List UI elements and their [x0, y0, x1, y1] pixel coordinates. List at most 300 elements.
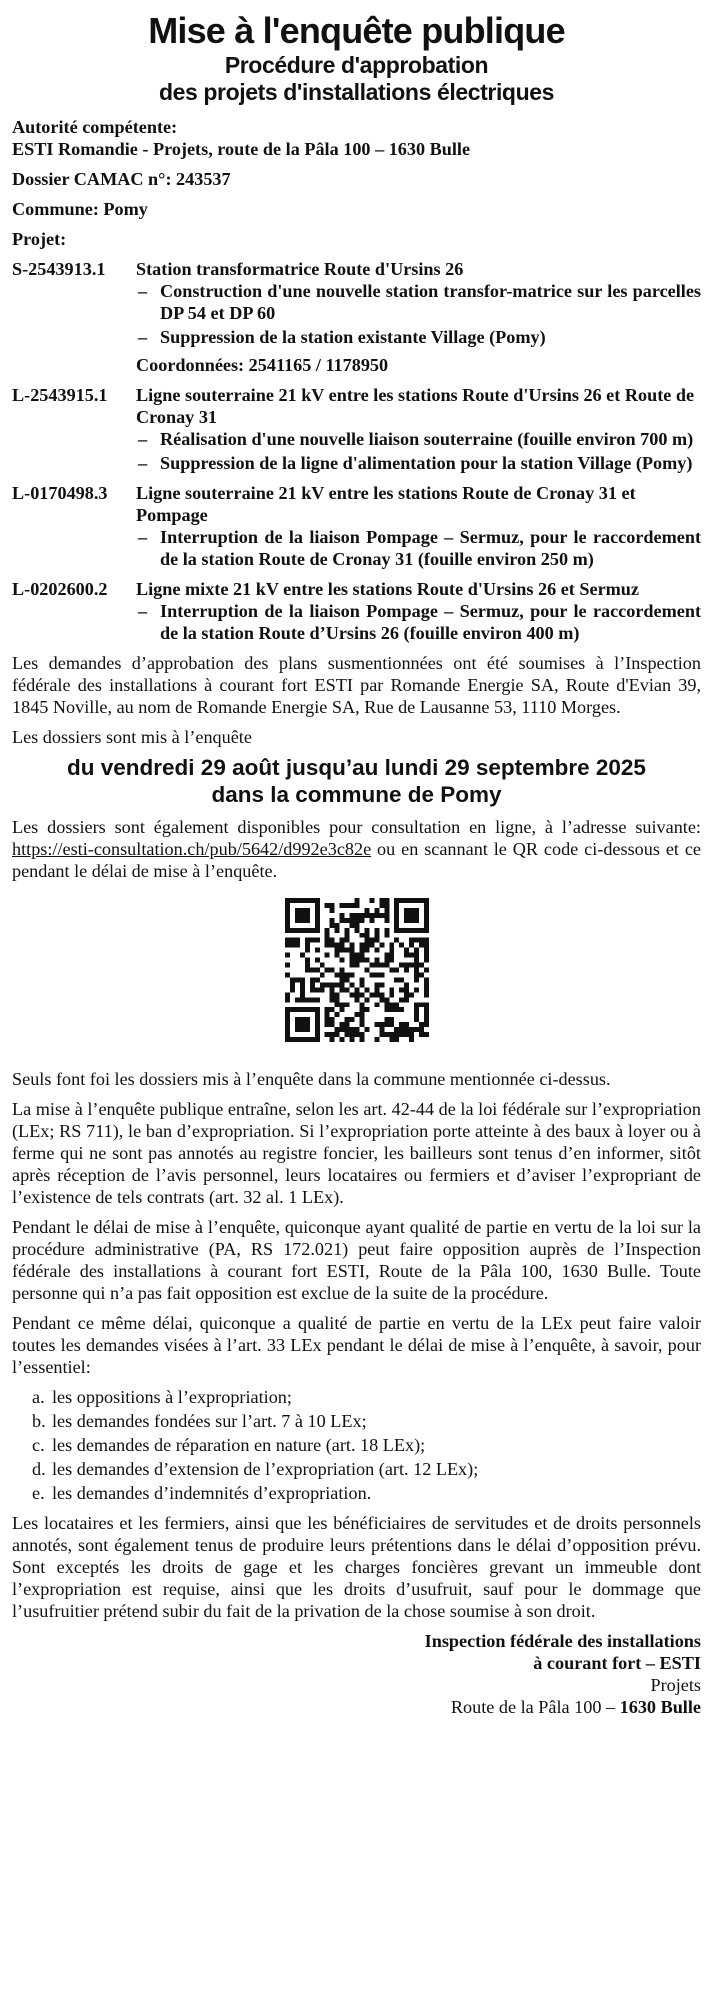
- qr-module: [339, 948, 344, 953]
- qr-module: [344, 1027, 349, 1032]
- qr-module: [329, 992, 334, 997]
- page-title: Mise à l'enquête publique: [148, 10, 565, 51]
- qr-module: [324, 1032, 329, 1037]
- list-item: [12, 1482, 701, 1504]
- consultation-link[interactable]: https://esti-consultation.ch/pub/5642/d992e3c82e: [12, 839, 372, 859]
- project-code: L-0202600.2: [12, 579, 108, 599]
- qr-module: [379, 992, 384, 997]
- qr-module: [424, 903, 429, 908]
- qr-module: [424, 968, 429, 973]
- list-item: [12, 1386, 701, 1408]
- qr-module: [344, 1022, 349, 1027]
- qr-module: [394, 1027, 399, 1032]
- qr-module: [404, 953, 409, 958]
- qr-module: [379, 898, 384, 903]
- qr-module: [289, 982, 294, 987]
- qr-module: [329, 997, 334, 1002]
- qr-module: [349, 913, 354, 918]
- qr-module: [334, 1027, 339, 1032]
- project-body: [136, 384, 701, 476]
- dash-bullet: –: [138, 601, 148, 621]
- qr-module: [314, 987, 319, 992]
- qr-module: [379, 1032, 384, 1037]
- qr-module: [349, 982, 354, 987]
- qr-module: [359, 913, 364, 918]
- qr-module: [424, 898, 429, 903]
- qr-module: [369, 972, 374, 977]
- submission-paragraph: Les demandes d’approbation des plans susmentionnées ont été soumises à l’Inspection fédérale des installations à courant fort ESTI par Romande Energie SA, Route d'Evian 39, 1845 Noville, au nom de Romande Energie SA, Rue de Lausanne 53, 1110 Morges.: [12, 653, 701, 717]
- qr-module: [384, 1032, 389, 1037]
- qr-module: [374, 963, 379, 968]
- qr-module: [329, 908, 334, 913]
- qr-module: [389, 992, 394, 997]
- qr-module: [409, 963, 414, 968]
- qr-module: [354, 1012, 359, 1017]
- qr-module: [324, 933, 329, 938]
- qr-module: [404, 1022, 409, 1027]
- opposition-paragraph: Pendant le délai de mise à l’enquête, quiconque ayant qualité de partie en vertu de la loi sur la procédure administrative (PA, RS 172.021) peut faire opposition auprès de l’Inspection fédérale des installations à courant fort ESTI, Route de la Pâla 100, 1630 Bulle. Toute personne qui n’a pas fait opposition est exclue de la suite de la procédure.: [12, 1217, 701, 1303]
- qr-module: [344, 938, 349, 943]
- qr-module: [394, 908, 399, 913]
- qr-module: [359, 1022, 364, 1027]
- qr-module: [404, 948, 409, 953]
- qr-module: [374, 933, 379, 938]
- qr-module: [344, 948, 349, 953]
- qr-module: [424, 908, 429, 913]
- qr-module: [324, 903, 329, 908]
- qr-module: [285, 1022, 290, 1027]
- qr-module: [339, 913, 344, 918]
- qr-module: [304, 948, 309, 953]
- authority-block: [12, 116, 701, 160]
- qr-module: [374, 1022, 379, 1027]
- qr-module: [359, 1017, 364, 1022]
- qr-module: [374, 987, 379, 992]
- qr-module: [389, 948, 394, 953]
- qr-module: [374, 958, 379, 963]
- qr-module: [419, 938, 424, 943]
- qr-module: [334, 997, 339, 1002]
- qr-module: [419, 972, 424, 977]
- list-item-letter: a.: [32, 1387, 45, 1407]
- qr-code-icon[interactable]: [285, 898, 429, 1042]
- qr-module: [384, 963, 389, 968]
- qr-module: [324, 953, 329, 958]
- qr-module: [369, 963, 374, 968]
- qr-module: [304, 908, 309, 913]
- qr-module: [304, 928, 309, 933]
- project-entry: [12, 258, 701, 378]
- qr-module: [424, 992, 429, 997]
- qr-module: [359, 918, 364, 923]
- qr-module: [404, 963, 409, 968]
- qr-module: [324, 943, 329, 948]
- qr-module: [404, 1032, 409, 1037]
- project-item-text: Suppression de la ligne d'alimentation pour la station Village (Pomy): [160, 453, 693, 473]
- qr-module: [414, 918, 419, 923]
- qr-module: [384, 1007, 389, 1012]
- qr-module: [409, 953, 414, 958]
- qr-module: [294, 997, 299, 1002]
- qr-module: [354, 963, 359, 968]
- qr-module: [394, 918, 399, 923]
- qr-module: [294, 1027, 299, 1032]
- project-item: [136, 280, 701, 324]
- tenants-paragraph: Les locataires et les fermiers, ainsi que les bénéficiaires de servitudes et de droits personnels annotés, sont également tenus de produire leurs prétentions dans le délai d’opposition prévu. Sont exceptés les droits de gage et les charges foncières grevant un immeuble dont l’expropriation est requise, ainsi que les droits d’usufruit, sauf pour le dommage que l’usufruitier prétend subir du fait de la privation de la chose soumise à son droit.: [12, 1513, 701, 1621]
- qr-module: [414, 1012, 419, 1017]
- qr-module: [344, 903, 349, 908]
- qr-module: [384, 933, 389, 938]
- qr-module: [359, 977, 364, 982]
- qr-module: [394, 903, 399, 908]
- qr-module: [384, 913, 389, 918]
- signature-address-street: Route de la Pâla 100 –: [450, 1697, 620, 1717]
- qr-module: [314, 948, 319, 953]
- qr-module: [294, 1007, 299, 1012]
- qr-module: [374, 948, 379, 953]
- qr-module: [374, 1037, 379, 1042]
- qr-module: [334, 972, 339, 977]
- subtitle-line-1: Procédure d'approbation: [224, 52, 489, 78]
- qr-module: [419, 1027, 424, 1032]
- signature-block: [12, 1630, 701, 1718]
- qr-module: [314, 997, 319, 1002]
- dash-bullet: –: [138, 281, 148, 301]
- qr-module: [334, 948, 339, 953]
- qr-module: [349, 1027, 354, 1032]
- dash-bullet: –: [138, 429, 148, 449]
- qr-module: [314, 918, 319, 923]
- qr-module: [294, 1037, 299, 1042]
- qr-module: [364, 948, 369, 953]
- qr-module: [339, 1037, 344, 1042]
- qr-module: [394, 923, 399, 928]
- qr-module: [285, 1032, 290, 1037]
- qr-module: [299, 953, 304, 958]
- qr-module: [285, 1007, 290, 1012]
- qr-module: [399, 1007, 404, 1012]
- signature-address-city: 1630 Bulle: [619, 1697, 701, 1717]
- qr-module: [339, 1002, 344, 1007]
- project-item: [136, 326, 701, 348]
- qr-module: [419, 1002, 424, 1007]
- project-item-text: Construction d'une nouvelle station transfor-matrice sur les parcelles DP 54 et DP 60: [160, 281, 701, 323]
- qr-module: [299, 898, 304, 903]
- qr-module: [349, 963, 354, 968]
- qr-module: [329, 1017, 334, 1022]
- page-subtitle: [12, 52, 701, 106]
- qr-module: [319, 982, 324, 987]
- qr-module: [424, 1022, 429, 1027]
- qr-module: [404, 908, 409, 913]
- qr-module: [394, 968, 399, 973]
- qr-module: [409, 918, 414, 923]
- qr-module: [285, 1017, 290, 1022]
- qr-module: [334, 923, 339, 928]
- qr-module: [414, 987, 419, 992]
- qr-module: [309, 928, 314, 933]
- qr-module: [364, 908, 369, 913]
- qr-module: [329, 1037, 334, 1042]
- qr-module: [314, 923, 319, 928]
- qr-module: [404, 1027, 409, 1032]
- qr-module: [349, 1037, 354, 1042]
- list-item-text: les demandes d’extension de l’expropriation (art. 12 LEx);: [52, 1459, 479, 1479]
- qr-module: [389, 1037, 394, 1042]
- qr-module: [304, 938, 309, 943]
- list-item-letter: c.: [32, 1435, 45, 1455]
- qr-module: [389, 968, 394, 973]
- qr-module: [299, 928, 304, 933]
- qr-module: [294, 928, 299, 933]
- demands-paragraph: Pendant ce même délai, quiconque a qualité de partie en vertu de la LEx peut faire valoir toutes les demandes visées à l’art. 33 LEx pendant le délai de mise à l’enquête, à savoir, pour l’essentiel:: [12, 1313, 701, 1377]
- qr-module: [374, 982, 379, 987]
- qr-module: [349, 918, 354, 923]
- qr-module: [414, 913, 419, 918]
- qr-module: [354, 898, 359, 903]
- qr-module: [369, 913, 374, 918]
- project-item: [136, 600, 701, 644]
- qr-module: [394, 1032, 399, 1037]
- qr-module: [349, 1032, 354, 1037]
- qr-module: [384, 958, 389, 963]
- qr-module: [339, 958, 344, 963]
- qr-module: [354, 928, 359, 933]
- qr-module: [369, 992, 374, 997]
- qr-module: [424, 928, 429, 933]
- qr-module: [344, 1032, 349, 1037]
- qr-module: [334, 953, 339, 958]
- qr-module: [294, 913, 299, 918]
- qr-module: [329, 938, 334, 943]
- qr-module: [424, 987, 429, 992]
- qr-module: [319, 972, 324, 977]
- qr-module: [285, 903, 290, 908]
- qr-module: [404, 997, 409, 1002]
- qr-module: [344, 928, 349, 933]
- qr-module: [359, 1002, 364, 1007]
- qr-module: [339, 943, 344, 948]
- qr-module: [289, 987, 294, 992]
- qr-module: [414, 1002, 419, 1007]
- qr-module: [329, 1032, 334, 1037]
- qr-module: [374, 938, 379, 943]
- qr-module: [314, 1037, 319, 1042]
- qr-module: [394, 938, 399, 943]
- project-body: [136, 258, 701, 378]
- qr-module: [374, 913, 379, 918]
- qr-module: [424, 1012, 429, 1017]
- qr-module: [359, 1032, 364, 1037]
- project-entry: [12, 482, 701, 572]
- qr-module: [354, 958, 359, 963]
- qr-module: [424, 1017, 429, 1022]
- qr-module: [379, 1027, 384, 1032]
- qr-module: [409, 1027, 414, 1032]
- qr-module: [314, 977, 319, 982]
- qr-module: [369, 943, 374, 948]
- qr-module: [349, 943, 354, 948]
- qr-module: [419, 1032, 424, 1037]
- authority-label: Autorité compétente:: [12, 117, 178, 137]
- qr-module: [304, 943, 309, 948]
- qr-module: [309, 1007, 314, 1012]
- qr-module: [424, 918, 429, 923]
- project-code: S-2543913.1: [12, 259, 106, 279]
- online-text-before: Les dossiers sont également disponibles pour consultation en ligne, à l’adresse suivante:: [12, 817, 701, 837]
- qr-module: [424, 953, 429, 958]
- qr-module: [384, 908, 389, 913]
- qr-module: [414, 958, 419, 963]
- qr-module: [285, 963, 290, 968]
- qr-module: [285, 943, 290, 948]
- qr-module: [309, 1037, 314, 1042]
- project-title: Ligne souterraine 21 kV entre les stations Route d'Ursins 26 et Route de Cronay 31: [136, 385, 695, 427]
- qr-module: [364, 933, 369, 938]
- qr-module: [299, 997, 304, 1002]
- qr-module: [379, 982, 384, 987]
- qr-module: [334, 1032, 339, 1037]
- qr-module: [389, 953, 394, 958]
- qr-module: [389, 987, 394, 992]
- qr-module: [324, 968, 329, 973]
- qr-module: [409, 943, 414, 948]
- qr-module: [304, 958, 309, 963]
- qr-module: [404, 918, 409, 923]
- qr-module: [334, 1002, 339, 1007]
- qr-module: [314, 898, 319, 903]
- qr-module: [424, 958, 429, 963]
- qr-module: [344, 1017, 349, 1022]
- list-item-text: les demandes fondées sur l’art. 7 à 10 LEx;: [52, 1411, 367, 1431]
- list-item-text: les oppositions à l’expropriation;: [52, 1387, 292, 1407]
- qr-module: [414, 908, 419, 913]
- qr-module: [374, 928, 379, 933]
- qr-module: [285, 953, 290, 958]
- qr-module: [289, 1007, 294, 1012]
- qr-module: [384, 1017, 389, 1022]
- qr-module: [404, 982, 409, 987]
- qr-module: [294, 918, 299, 923]
- qr-module: [299, 987, 304, 992]
- qr-module: [354, 1027, 359, 1032]
- qr-module: [399, 1022, 404, 1027]
- qr-module: [324, 982, 329, 987]
- qr-module: [334, 982, 339, 987]
- qr-module: [299, 1022, 304, 1027]
- signature-line-2: à courant fort – ESTI: [533, 1653, 701, 1673]
- qr-module: [309, 898, 314, 903]
- qr-module: [369, 898, 374, 903]
- qr-module: [364, 968, 369, 973]
- qr-module: [324, 1022, 329, 1027]
- qr-module: [285, 908, 290, 913]
- qr-module: [384, 903, 389, 908]
- qr-module: [314, 1027, 319, 1032]
- qr-module: [409, 913, 414, 918]
- qr-module: [354, 918, 359, 923]
- qr-module: [294, 977, 299, 982]
- qr-module: [389, 1017, 394, 1022]
- qr-module: [349, 903, 354, 908]
- signature-address: [12, 1696, 701, 1718]
- qr-module: [389, 1007, 394, 1012]
- qr-module: [309, 968, 314, 973]
- qr-module: [359, 1012, 364, 1017]
- enquiry-period-dates: du vendredi 29 août jusqu’au lundi 29 septembre 2025: [67, 755, 646, 780]
- qr-module: [314, 958, 319, 963]
- qr-module: [294, 938, 299, 943]
- qr-module: [334, 928, 339, 933]
- project-code: L-2543915.1: [12, 385, 108, 405]
- qr-module: [389, 1002, 394, 1007]
- qr-module: [414, 1017, 419, 1022]
- project-item-text: Interruption de la liaison Pompage – Sermuz, pour le raccordement de la station Route de Cronay 31 (fouille environ 250 m): [160, 527, 701, 569]
- qr-module: [404, 987, 409, 992]
- online-consultation-paragraph: [12, 816, 701, 882]
- qr-module: [399, 997, 404, 1002]
- qr-module: [379, 903, 384, 908]
- qr-module: [324, 1017, 329, 1022]
- project-item-text: Réalisation d'une nouvelle liaison souterraine (fouille environ 700 m): [160, 429, 694, 449]
- qr-module: [285, 997, 290, 1002]
- list-item-text: les demandes d’indemnités d’expropriation.: [52, 1483, 372, 1503]
- qr-module: [409, 908, 414, 913]
- qr-module: [299, 918, 304, 923]
- qr-module: [349, 1017, 354, 1022]
- qr-module: [299, 982, 304, 987]
- qr-module: [334, 1012, 339, 1017]
- qr-module: [314, 1007, 319, 1012]
- project-coordinates: Coordonnées: 2541165 / 1178950: [136, 355, 389, 375]
- qr-module: [424, 1002, 429, 1007]
- qr-module: [384, 928, 389, 933]
- dash-bullet: –: [138, 527, 148, 547]
- qr-module: [394, 898, 399, 903]
- qr-module: [409, 898, 414, 903]
- qr-module: [309, 982, 314, 987]
- qr-module: [304, 1027, 309, 1032]
- project-entry: [12, 384, 701, 476]
- list-item: [12, 1410, 701, 1432]
- qr-module: [309, 997, 314, 1002]
- seuls-paragraph: Seuls font foi les dossiers mis à l’enquête dans la commune mentionnée ci-dessus.: [12, 1069, 611, 1089]
- qr-module: [414, 968, 419, 973]
- qr-module: [359, 953, 364, 958]
- qr-module: [369, 938, 374, 943]
- qr-module: [394, 1002, 399, 1007]
- qr-module: [294, 943, 299, 948]
- qr-module: [299, 1017, 304, 1022]
- qr-module: [354, 953, 359, 958]
- qr-module: [379, 1022, 384, 1027]
- enquiry-period-commune: dans la commune de Pomy: [211, 782, 502, 807]
- list-item-letter: e.: [32, 1483, 45, 1503]
- qr-module: [424, 1007, 429, 1012]
- qr-module: [354, 992, 359, 997]
- qr-module: [424, 948, 429, 953]
- qr-module: [339, 903, 344, 908]
- project-title: Ligne souterraine 21 kV entre les stations Route de Cronay 31 et Pompage: [136, 483, 636, 525]
- qr-module: [374, 972, 379, 977]
- project-body: [136, 482, 701, 572]
- qr-module: [344, 977, 349, 982]
- qr-module: [289, 1037, 294, 1042]
- qr-module: [314, 1012, 319, 1017]
- qr-module: [285, 972, 290, 977]
- qr-module: [304, 963, 309, 968]
- qr-code-container: [12, 898, 701, 1042]
